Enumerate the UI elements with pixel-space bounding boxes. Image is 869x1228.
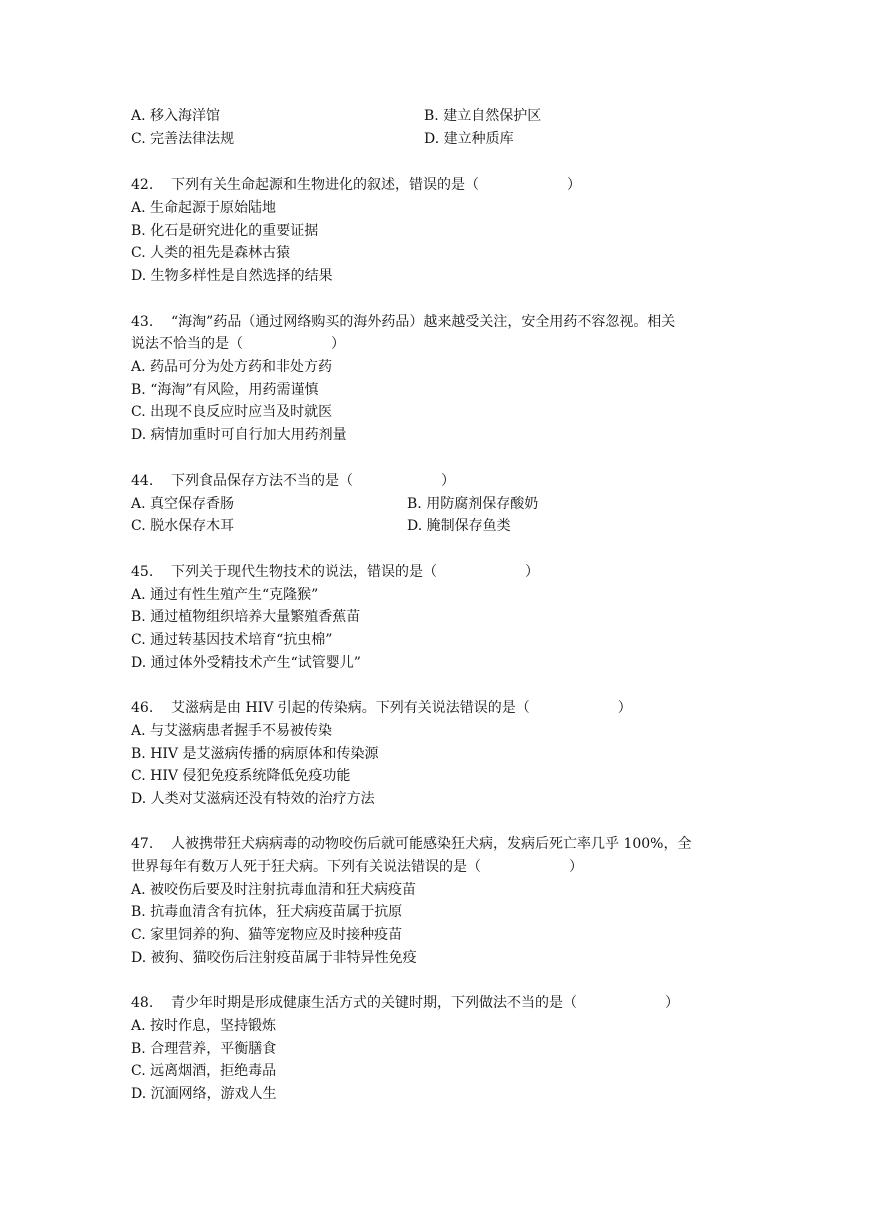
q45-stem-text: 下列关于现代生物技术的说法，错误的是（ [171, 564, 437, 580]
q47-stem-text-1: 人被携带狂犬病病毒的动物咬伤后就可能感染狂犬病，发病后死亡率几乎 100%，全 [171, 836, 692, 852]
q41-option-d: D. 建立种质库 [424, 131, 514, 147]
q48-option-d: D. 沉湎网络，游戏人生 [131, 1086, 277, 1102]
q47-close-paren: ） [569, 859, 583, 875]
q42-option-a: A. 生命起源于原始陆地 [131, 200, 277, 216]
q43-option-d: D. 病情加重时可自行加大用药剂量 [131, 427, 347, 443]
q47-option-c: C. 家里饲养的狗、猫等宠物应及时接种疫苗 [131, 927, 403, 943]
q44-option-d: D. 腌制保存鱼类 [407, 518, 511, 534]
q46-option-c: C. HIV 侵犯免疫系统降低免疫功能 [131, 768, 351, 784]
q48-option-b: B. 合理营养，平衡膳食 [131, 1041, 277, 1057]
q44-close-paren: ） [441, 473, 455, 489]
q42-option-d: D. 生物多样性是自然选择的结果 [131, 268, 333, 284]
q48-stem-text: 青少年时期是形成健康生活方式的关键时期，下列做法不当的是（ [171, 995, 577, 1011]
q47-stem-line2 [131, 857, 583, 877]
q48-number: 48. [131, 995, 154, 1011]
q45-number: 45. [131, 564, 154, 580]
q46-number: 46. [131, 700, 154, 716]
q42-number: 42. [131, 177, 154, 193]
q48-option-a: A. 按时作息，坚持锻炼 [131, 1018, 277, 1034]
q42-stem [131, 175, 581, 195]
q46-stem-text: 艾滋病是由 HIV 引起的传染病。下列有关说法错误的是（ [171, 700, 530, 716]
q44-option-a: A. 真空保存香肠 [131, 496, 235, 512]
q47-option-a: A. 被咬伤后要及时注射抗毒血清和狂犬病疫苗 [131, 882, 417, 898]
q47-stem-text-2: 世界每年有数万人死于狂犬病。下列有关说法错误的是（ [131, 859, 481, 875]
q43-stem-text-2: 说法不恰当的是（ [131, 336, 243, 352]
q46-option-d: D. 人类对艾滋病还没有特效的治疗方法 [131, 791, 375, 807]
q48-close-paren: ） [665, 995, 679, 1011]
q41-option-b: B. 建立自然保护区 [424, 108, 542, 124]
q43-number: 43. [131, 314, 154, 330]
q46-option-b: B. HIV 是艾滋病传播的病原体和传染源 [131, 746, 379, 762]
q43-stem-text-1: “海淘”药品（通过网络购买的海外药品）越来越受关注，安全用药不容忽视。相关 [171, 314, 676, 330]
q44-stem-text: 下列食品保存方法不当的是（ [171, 473, 353, 489]
q47-option-b: B. 抗毒血清含有抗体，狂犬病疫苗属于抗原 [131, 904, 403, 920]
q43-stem-line1 [131, 312, 675, 332]
q42-stem-text: 下列有关生命起源和生物进化的叙述，错误的是（ [171, 177, 479, 193]
q44-option-c: C. 脱水保存木耳 [131, 518, 235, 534]
q48-option-c: C. 远离烟酒，拒绝毒品 [131, 1063, 277, 1079]
q45-stem [131, 562, 539, 582]
q45-option-d: D. 通过体外受精技术产生“试管婴儿” [131, 655, 361, 671]
q42-option-b: B. 化石是研究进化的重要证据 [131, 223, 319, 239]
q46-close-paren: ） [617, 700, 632, 716]
q45-option-a: A. 通过有性生殖产生“克隆猴” [131, 587, 319, 603]
q43-option-a: A. 药品可分为处方药和非处方药 [131, 359, 333, 375]
q45-option-b: B. 通过植物组织培养大量繁殖香蕉苗 [131, 609, 361, 625]
q43-stem-line2 [131, 334, 345, 354]
q42-option-c: C. 人类的祖先是森林古猿 [131, 245, 291, 261]
q43-close-paren: ） [331, 336, 345, 352]
q48-stem [131, 993, 679, 1013]
q43-option-c: C. 出现不良反应时应当及时就医 [131, 404, 333, 420]
q42-close-paren: ） [567, 177, 581, 193]
q45-option-c: C. 通过转基因技术培育“抗虫棉” [131, 632, 333, 648]
q46-stem [131, 698, 632, 718]
q41-option-a: A. 移入海洋馆 [131, 108, 221, 124]
q43-option-b: B. “海淘”有风险，用药需谨慎 [131, 382, 319, 398]
q47-number: 47. [131, 836, 154, 852]
q46-option-a: A. 与艾滋病患者握手不易被传染 [131, 723, 333, 739]
q44-option-b: B. 用防腐剂保存酸奶 [407, 496, 539, 512]
q44-stem [131, 471, 455, 491]
q45-close-paren: ） [525, 564, 539, 580]
q47-stem-line1 [131, 834, 691, 854]
q41-option-c: C. 完善法律法规 [131, 131, 235, 147]
q47-option-d: D. 被狗、猫咬伤后注射疫苗属于非特异性免疫 [131, 950, 417, 966]
q44-number: 44. [131, 473, 154, 489]
